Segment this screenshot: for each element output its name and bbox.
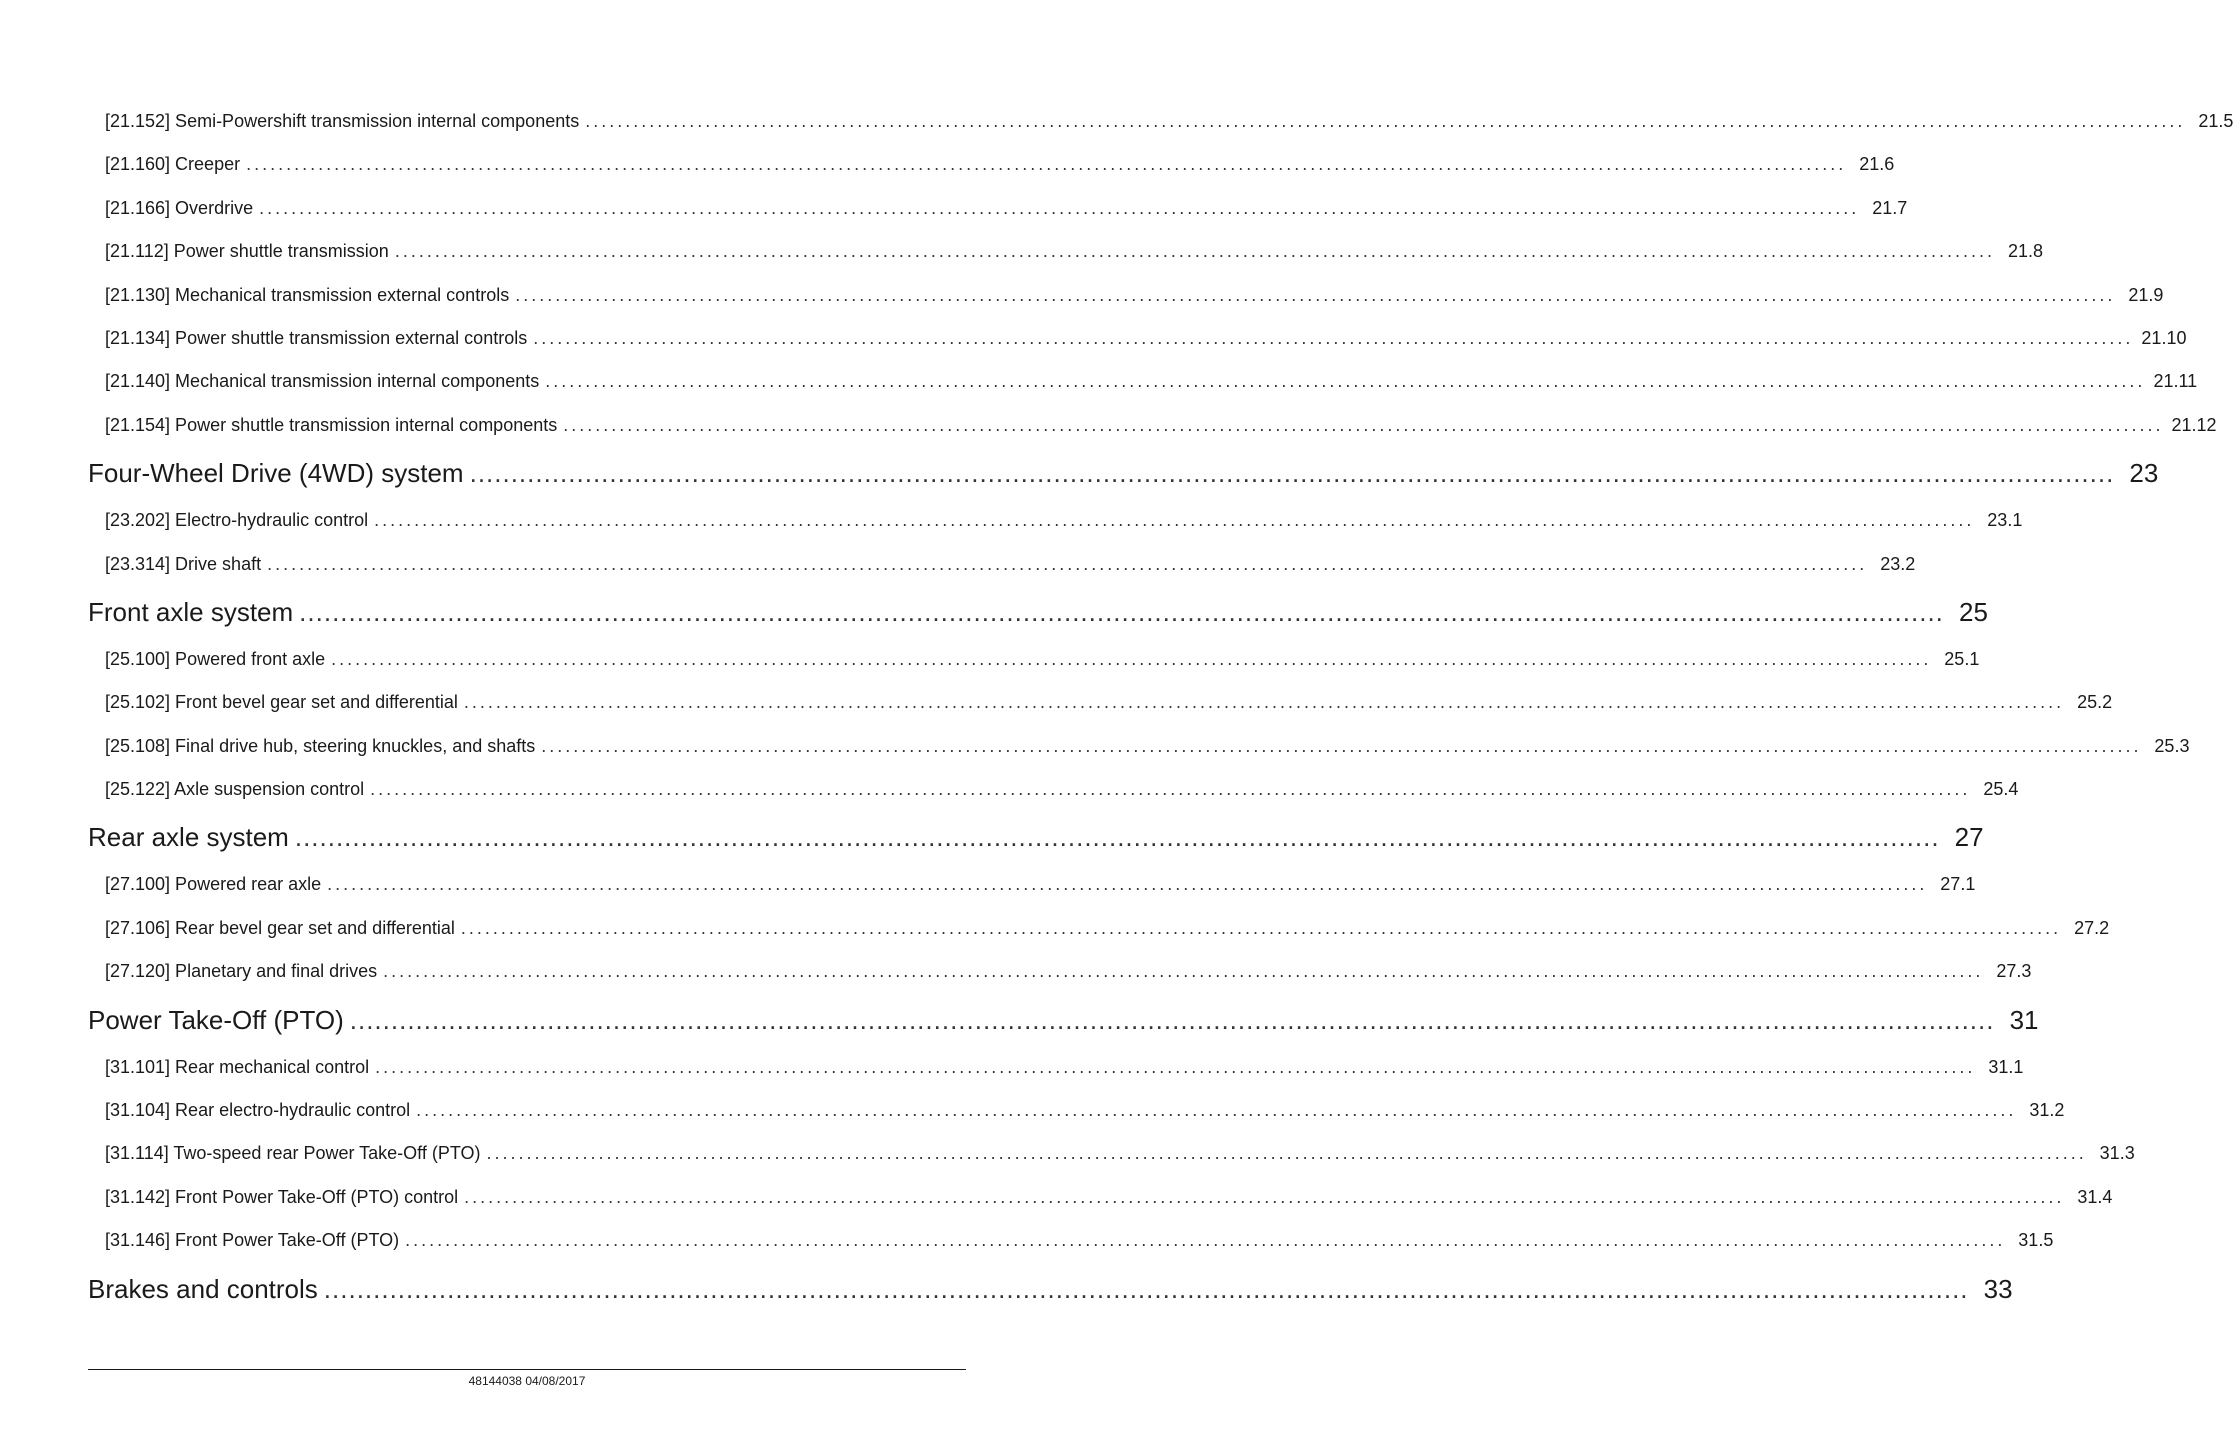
toc-entry-page: 21.11 xyxy=(2153,371,2198,392)
toc-entry-title: [27.106] Rear bevel gear set and differential xyxy=(105,917,455,938)
toc-entry[interactable] xyxy=(88,274,2164,317)
toc-entry-page: 27.2 xyxy=(2074,917,2110,938)
toc-entry-title: [25.100] Powered front axle xyxy=(105,648,326,669)
toc-entry-page: 23.2 xyxy=(1880,553,1916,574)
toc-entry-page: 27.3 xyxy=(1996,961,2032,982)
toc-section-title: Power Take-Off (PTO) xyxy=(88,1004,344,1035)
toc-entry-title: [21.152] Semi-Powershift transmission internal components xyxy=(105,111,580,131)
toc-entry[interactable] xyxy=(88,725,2190,768)
dot-leader: ........................................................................................................................................................................................................ xyxy=(541,735,2142,756)
dot-leader: ........................................................................................................................................................................................................ xyxy=(331,648,1932,669)
toc-section-title: Front axle system xyxy=(88,596,294,627)
toc-entry-page: 21.7 xyxy=(1872,197,1908,218)
toc-entry[interactable] xyxy=(88,360,2198,403)
dot-leader: ........................................................................................................................................................................................................ xyxy=(469,458,2115,489)
dot-leader: ........................................................................................................................................................................................................ xyxy=(563,414,2164,435)
toc-entry[interactable] xyxy=(88,404,2217,447)
toc-section-page: 25 xyxy=(1958,596,1988,627)
dot-leader: ........................................................................................................................................................................................................ xyxy=(375,1056,1976,1077)
toc-entry[interactable] xyxy=(88,907,2110,950)
dot-leader: ........................................................................................................................................................................................................ xyxy=(486,1143,2087,1164)
toc-section-title: Brakes and controls xyxy=(88,1273,318,1304)
toc-entry[interactable] xyxy=(88,638,1980,681)
toc-entry-page: 31.3 xyxy=(2099,1143,2135,1164)
toc-entry-page: 21.12 xyxy=(2171,414,2217,435)
toc-entry[interactable] xyxy=(88,768,2019,811)
toc-entry-page: 21.10 xyxy=(2141,327,2187,348)
toc-entry-title: [25.108] Final drive hub, steering knuckles, and shafts xyxy=(105,735,536,756)
toc-entry-page: 31.2 xyxy=(2029,1100,2065,1121)
dot-leader: ........................................................................................................................................................................................................ xyxy=(327,874,1928,895)
dot-leader: ........................................................................................................................................................................................................ xyxy=(349,1004,1995,1035)
toc-entry[interactable] xyxy=(88,1219,2054,1262)
dot-leader: ........................................................................................................................................................................................................ xyxy=(383,961,1984,982)
toc-entry[interactable] xyxy=(88,543,1916,586)
toc-entry-title: [21.166] Overdrive xyxy=(105,197,254,218)
toc-entry-title: [31.114] Two-speed rear Power Take-Off (PTO) xyxy=(105,1143,481,1164)
dot-leader: ........................................................................................................................................................................................................ xyxy=(394,241,1996,262)
toc-section-title: Rear axle system xyxy=(88,822,289,853)
dot-leader: ........................................................................................................................................................................................................ xyxy=(323,1273,1969,1304)
toc-entry-title: [21.112] Power shuttle transmission xyxy=(105,241,389,262)
toc-entry-title: [31.104] Rear electro-hydraulic control xyxy=(105,1100,411,1121)
toc-section-page: 23 xyxy=(2129,458,2159,489)
dot-leader: ........................................................................................................................................................................................................ xyxy=(545,371,2146,392)
dot-leader: ........................................................................................................................................................................................................ xyxy=(405,1230,2006,1251)
toc-section-heading[interactable] xyxy=(88,447,2159,499)
footer-divider xyxy=(88,1369,966,1370)
footer-document-id: 48144038 04/08/2017 xyxy=(468,1374,586,1388)
toc-entry-page: 25.3 xyxy=(2154,735,2190,756)
dot-leader: ........................................................................................................................................................................................................ xyxy=(416,1100,2017,1121)
toc-entry-title: [21.134] Power shuttle transmission external controls xyxy=(105,327,528,348)
table-of-contents xyxy=(88,100,2233,1315)
toc-entry[interactable] xyxy=(88,681,2113,724)
toc-entry[interactable] xyxy=(88,143,1895,186)
toc-entry-title: [25.102] Front bevel gear set and differential xyxy=(105,692,458,713)
toc-entry-title: [21.140] Mechanical transmission internal components xyxy=(105,371,540,392)
toc-entry[interactable] xyxy=(88,863,1976,906)
dot-leader: ........................................................................................................................................................................................................ xyxy=(585,111,2186,131)
toc-entry[interactable] xyxy=(88,950,2032,993)
toc-entry-title: [27.100] Powered rear axle xyxy=(105,874,322,895)
toc-entry-page: 21.5 xyxy=(2198,111,2233,131)
toc-entry-page: 25.2 xyxy=(2077,692,2113,713)
toc-entry[interactable] xyxy=(88,317,2187,360)
toc-entry[interactable] xyxy=(88,187,1908,230)
toc-entry-page: 21.8 xyxy=(2007,241,2044,262)
toc-entry[interactable] xyxy=(88,1046,2024,1089)
toc-entry-title: [31.101] Rear mechanical control xyxy=(105,1056,370,1077)
toc-section-page: 27 xyxy=(1954,822,1984,853)
dot-leader: ........................................................................................................................................................................................................ xyxy=(267,553,1868,574)
toc-section-heading[interactable] xyxy=(88,1263,2013,1315)
dot-leader: ........................................................................................................................................................................................................ xyxy=(370,779,1971,800)
dot-leader: ........................................................................................................................................................................................................ xyxy=(463,692,2065,713)
toc-entry[interactable] xyxy=(88,1132,2135,1175)
toc-section-heading[interactable] xyxy=(88,811,1984,863)
toc-entry[interactable] xyxy=(88,100,2233,143)
toc-entry-page: 25.4 xyxy=(1983,779,2019,800)
toc-entry-page: 31.4 xyxy=(2077,1186,2113,1207)
toc-entry-title: [21.130] Mechanical transmission external controls xyxy=(105,284,510,305)
toc-section-title: Four-Wheel Drive (4WD) system xyxy=(88,458,464,489)
toc-entry-page: 21.9 xyxy=(2128,284,2164,305)
dot-leader: ........................................................................................................................................................................................................ xyxy=(294,822,1940,853)
dot-leader: ........................................................................................................................................................................................................ xyxy=(515,284,2116,305)
toc-entry-title: [21.160] Creeper xyxy=(105,154,241,175)
toc-entry-page: 27.1 xyxy=(1940,874,1976,895)
toc-entry-title: [27.120] Planetary and final drives xyxy=(105,961,378,982)
toc-entry-title: [31.146] Front Power Take-Off (PTO) xyxy=(105,1230,400,1251)
toc-entry[interactable] xyxy=(88,1089,2065,1132)
dot-leader: ........................................................................................................................................................................................................ xyxy=(374,510,1975,531)
toc-section-page: 33 xyxy=(1983,1273,2013,1304)
toc-entry[interactable] xyxy=(88,499,2023,542)
toc-entry-title: [25.122] Axle suspension control xyxy=(105,779,365,800)
toc-entry-title: [23.202] Electro-hydraulic control xyxy=(105,510,369,531)
toc-entry-page: 31.1 xyxy=(1988,1056,2024,1077)
dot-leader: ........................................................................................................................................................................................................ xyxy=(246,154,1847,175)
toc-entry[interactable] xyxy=(88,1176,2113,1219)
toc-entry-title: [21.154] Power shuttle transmission internal components xyxy=(105,414,558,435)
toc-entry-page: 25.1 xyxy=(1944,648,1980,669)
toc-entry[interactable] xyxy=(88,230,2044,273)
toc-entry-page: 21.6 xyxy=(1859,154,1895,175)
toc-entry-title: [31.142] Front Power Take-Off (PTO) control xyxy=(105,1186,459,1207)
toc-entry-title: [23.314] Drive shaft xyxy=(105,553,262,574)
toc-entry-page: 23.1 xyxy=(1987,510,2023,531)
toc-section-page: 31 xyxy=(2009,1004,2039,1035)
toc-entry-page: 31.5 xyxy=(2018,1230,2054,1251)
toc-section-heading[interactable] xyxy=(88,994,2039,1046)
dot-leader: ........................................................................................................................................................................................................ xyxy=(464,1186,2065,1207)
dot-leader: ........................................................................................................................................................................................................ xyxy=(460,917,2062,938)
dot-leader: ........................................................................................................................................................................................................ xyxy=(533,327,2134,348)
dot-leader: ........................................................................................................................................................................................................ xyxy=(259,197,1860,218)
toc-section-heading[interactable] xyxy=(88,586,1988,638)
dot-leader: ........................................................................................................................................................................................................ xyxy=(299,596,1944,627)
